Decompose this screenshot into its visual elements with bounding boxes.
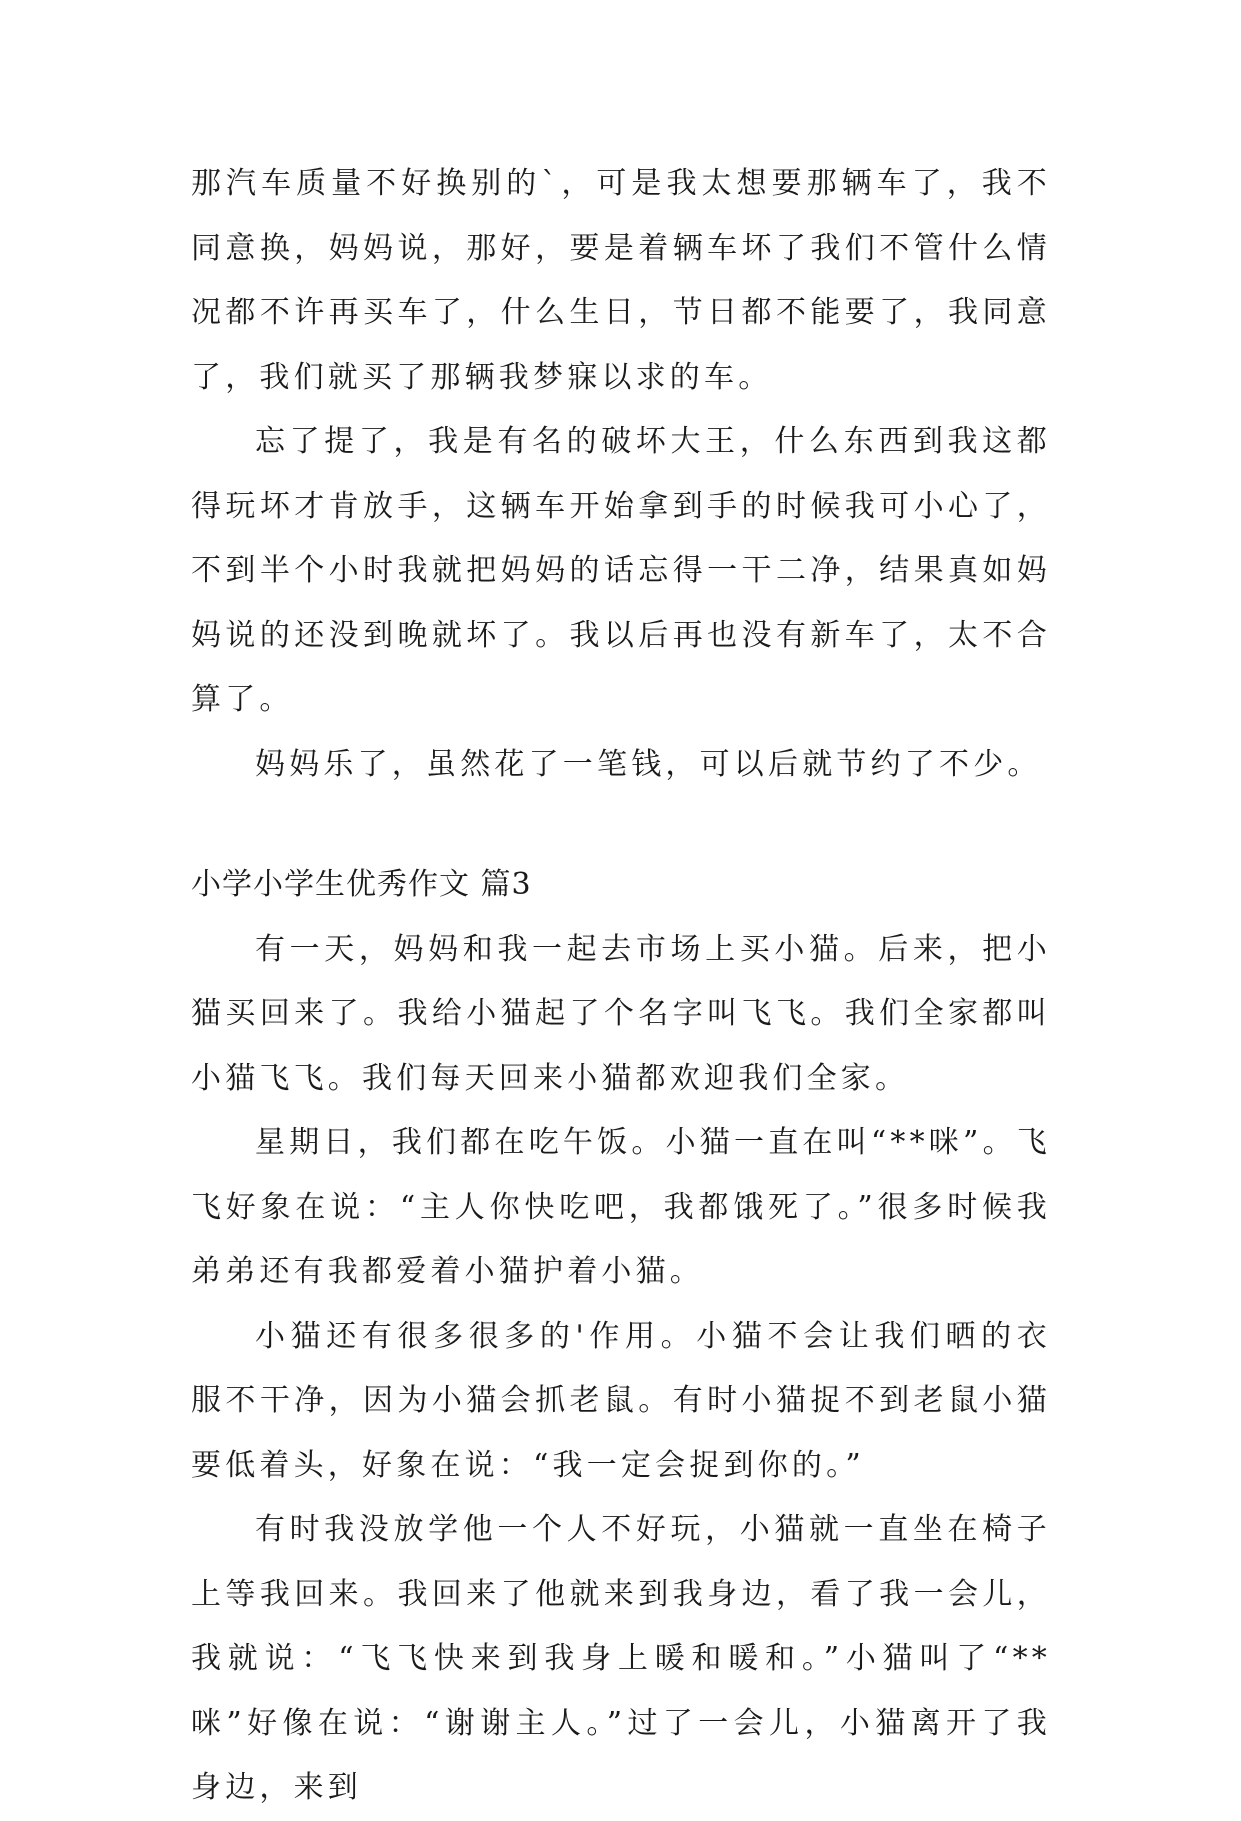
paragraph: 有一天，妈妈和我一起去市场上买小猫。后来，把小猫买回来了。我给小猫起了个名字叫飞飞。我们全家都叫小猫飞飞。我们每天回来小猫都欢迎我们全家。 <box>191 931 1051 1096</box>
paragraph: 星期日，我们都在吃午饭。小猫一直在叫“**咪”。飞飞好象在说：“主人你快吃吧，我都饿死了。”很多时候我弟弟还有我都爱着小猫护着小猫。 <box>191 1125 1051 1289</box>
paragraph-continued: 那汽车质量不好换别的`，可是我太想要那辆车了，我不同意换，妈妈说，那好，要是着辆车坏了我们不管什么情况都不许再买车了，什么生日，节日都不能要了，我同意了，我们就买了那辆我梦寐以求的车。 <box>191 166 1051 395</box>
paragraph: 妈妈乐了，虽然花了一笔钱，可以后就节约了不少。 <box>255 746 1042 782</box>
paragraph: 忘了提了，我是有名的破坏大王，什么东西到我这都得玩坏才肯放手，这辆车开始拿到手的时候我可小心了，不到半个小时我就把妈妈的话忘得一干二净，结果真如妈妈说的还没到晚就坏了。我以后再也没有新车了，太不合算了。 <box>191 424 1051 717</box>
section-heading: 小学小学生优秀作文 篇3 <box>191 867 532 902</box>
paragraph: 有时我没放学他一个人不好玩，小猫就一直坐在椅子上等我回来。我回来了他就来到我身边，看了我一会儿，我就说：“飞飞快来到我身上暖和暖和。”小猫叫了“**咪”好像在说：“谢谢主人。”过了一会儿，小猫离开了我身边，来到 <box>191 1512 1051 1805</box>
paragraph: 小猫还有很多很多的'作用。小猫不会让我们晒的衣服不干净，因为小猫会抓老鼠。有时小猫捉不到老鼠小猫要低着头，好象在说：“我一定会捉到你的。” <box>191 1318 1051 1483</box>
document-page <box>191 152 1051 1821</box>
